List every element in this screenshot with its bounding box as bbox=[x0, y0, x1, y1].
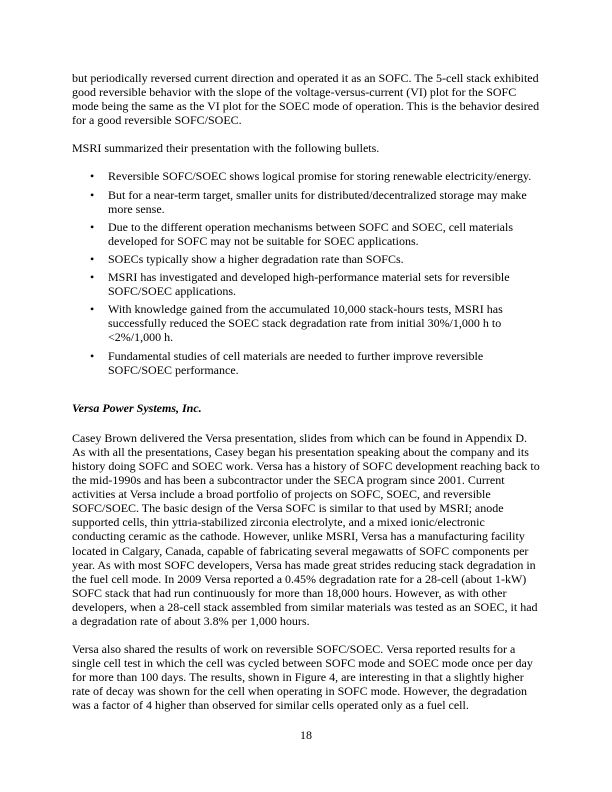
list-item bbox=[72, 349, 540, 377]
bullet-icon: • bbox=[90, 251, 95, 266]
page-number: 18 bbox=[300, 728, 312, 742]
page-text-block bbox=[72, 71, 540, 727]
list-item-text: With knowledge gained from the accumulated 10,000 stack-hours tests, MSRI has successfully reduced the SOEC stack degradation rate from initial 30%/1,000 h to <2%/1,000 h. bbox=[108, 302, 503, 345]
paragraph-versa-overview: Casey Brown delivered the Versa presentation, slides from which can be found in Appendix D. As with all the presentations, Casey began his presentation speaking about the company and its history doing SOFC and SOEC work. Versa has a history of SOFC development reaching back to the mid-1990s and has been a subcontractor under the SECA program since 2001. Current activities at Versa include a broad portfolio of projects on SOFC, SOEC, and reversible SOFC/SOEC. The basic design of the Versa SOFC is similar to that used by MSRI; anode supported cells, thin yttria-stabilized zirconia electrolyte, and a mixed ionic/electronic conducting ceramic as the cathode. However, unlike MSRI, Versa has a manufacturing facility located in Calgary, Canada, capable of fabricating several megawatts of SOFC components per year. As with most SOFC developers, Versa has made great strides reducing stack degradation in the fuel cell mode. In 2009 Versa reported a 0.45% degradation rate for a 28-cell (about 1-kW) SOFC stack that had run continuously for more than 18,000 hours. However, as with other developers, when a 28-cell stack assembled from similar materials was tested as an SOEC, it had a degradation rate of about 3.8% per 1,000 hours. bbox=[72, 430, 540, 628]
list-item-text: Reversible SOFC/SOEC shows logical promise for storing renewable electricity/energy. bbox=[108, 169, 532, 184]
list-item-text: Fundamental studies of cell materials are needed to further improve reversible SOFC/SOEC performance. bbox=[108, 348, 484, 377]
paragraph-versa-reversible: Versa also shared the results of work on reversible SOFC/SOEC. Versa reported results for a single cell test in which the cell was cycled between SOFC mode and SOEC mode once per day for more than 100 days. The results, shown in Figure 4, are interesting in that a slightly higher rate of decay was shown for the cell when operating in SOFC mode. However, the degradation was a factor of 4 higher than observed for similar cells operated only as a fuel cell. bbox=[72, 642, 533, 713]
bullet-icon: • bbox=[90, 348, 95, 363]
section-heading-versa: Versa Power Systems, Inc. bbox=[72, 400, 202, 415]
list-item bbox=[72, 220, 540, 248]
paragraph-msri-summary: MSRI summarized their presentation with the following bullets. bbox=[72, 141, 380, 156]
list-item bbox=[72, 252, 540, 266]
msri-bullet-list bbox=[72, 169, 540, 376]
list-item bbox=[72, 188, 540, 216]
bullet-icon: • bbox=[90, 219, 95, 234]
list-item-text: Due to the different operation mechanisms between SOFC and SOEC, cell materials developed for SOFC may not be suitable for SOEC applications. bbox=[108, 219, 514, 248]
bullet-icon: • bbox=[90, 169, 95, 184]
bullet-icon: • bbox=[90, 270, 95, 285]
list-item bbox=[72, 302, 540, 344]
list-item bbox=[72, 169, 540, 183]
bullet-icon: • bbox=[90, 187, 95, 202]
list-item-text: SOECs typically show a higher degradation rate than SOFCs. bbox=[108, 251, 404, 266]
paragraph-intro: but periodically reversed current direction and operated it as an SOFC. The 5-cell stack exhibited good reversible behavior with the slope of the voltage-versus-current (VI) plot for the SOFC mode being the same as the VI plot for the SOEC mode of operation. This is the behavior desired for a good reversible SOFC/SOEC. bbox=[72, 71, 540, 128]
list-item bbox=[72, 270, 540, 298]
bullet-icon: • bbox=[90, 302, 95, 317]
list-item-text: MSRI has investigated and developed high-performance material sets for reversible SOFC/SOEC applications. bbox=[108, 270, 510, 299]
list-item-text: But for a near-term target, smaller units for distributed/decentralized storage may make more sense. bbox=[108, 187, 527, 216]
